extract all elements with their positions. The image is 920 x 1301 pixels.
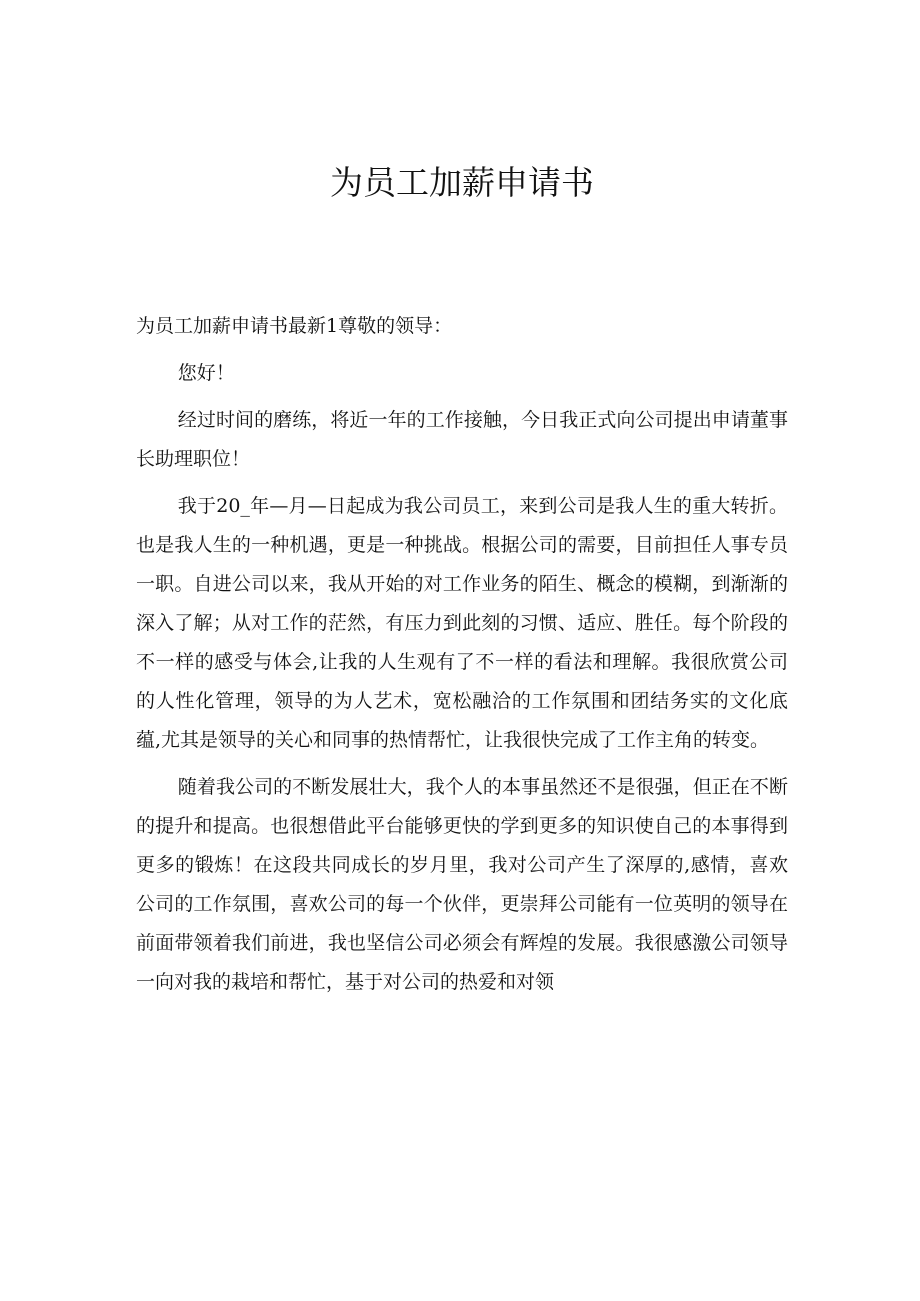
- greeting-paragraph: 您好！: [177, 362, 235, 384]
- body-paragraph-application: 经过时间的磨练，将近一年的工作接触，今日我正式向公司提出申请董事长助理职位！: [136, 409, 788, 470]
- document-title: 为员工加薪申请书: [330, 163, 594, 202]
- body-paragraph-experience: 我于20_年—月—日起成为我公司员工，来到公司是我人生的重大转折。也是我人生的一种机遇，更是一种挑战。根据公司的需要，目前担任人事专员一职。自进公司以来，我从开始的对工作业务的陌生、概念的模糊，到渐渐的深入了解；从对工作的茫然，有压力到此刻的习惯、适应、胜任。每个阶段的不一样的感受与体会,让我的人生观有了不一样的看法和理解。我很欣赏公司的人性化管理，领导的为人艺术，宽松融洽的工作氛围和团结务实的文化底蕴,尤其是领导的关心和同事的热情帮忙，让我很快完成了工作主角的转变。: [136, 495, 788, 751]
- salutation-paragraph: 为员工加薪申请书最新1尊敬的领导：: [136, 315, 453, 337]
- body-paragraph-growth: 随着我公司的不断发展壮大，我个人的本事虽然还不是很强，但正在不断的提升和提高。也很想借此平台能够更快的学到更多的知识使自己的本事得到更多的锻炼！在这段共同成长的岁月里，我对公司产生了深厚的,感情，喜欢公司的工作氛围，喜欢公司的每一个伙伴，更崇拜公司能有一位英明的领导在前面带领着我们前进，我也坚信公司必须会有辉煌的发展。我很感激公司领导一向对我的栽培和帮忙，基于对公司的热爱和对领: [136, 776, 788, 993]
- document-body: [136, 307, 788, 1002]
